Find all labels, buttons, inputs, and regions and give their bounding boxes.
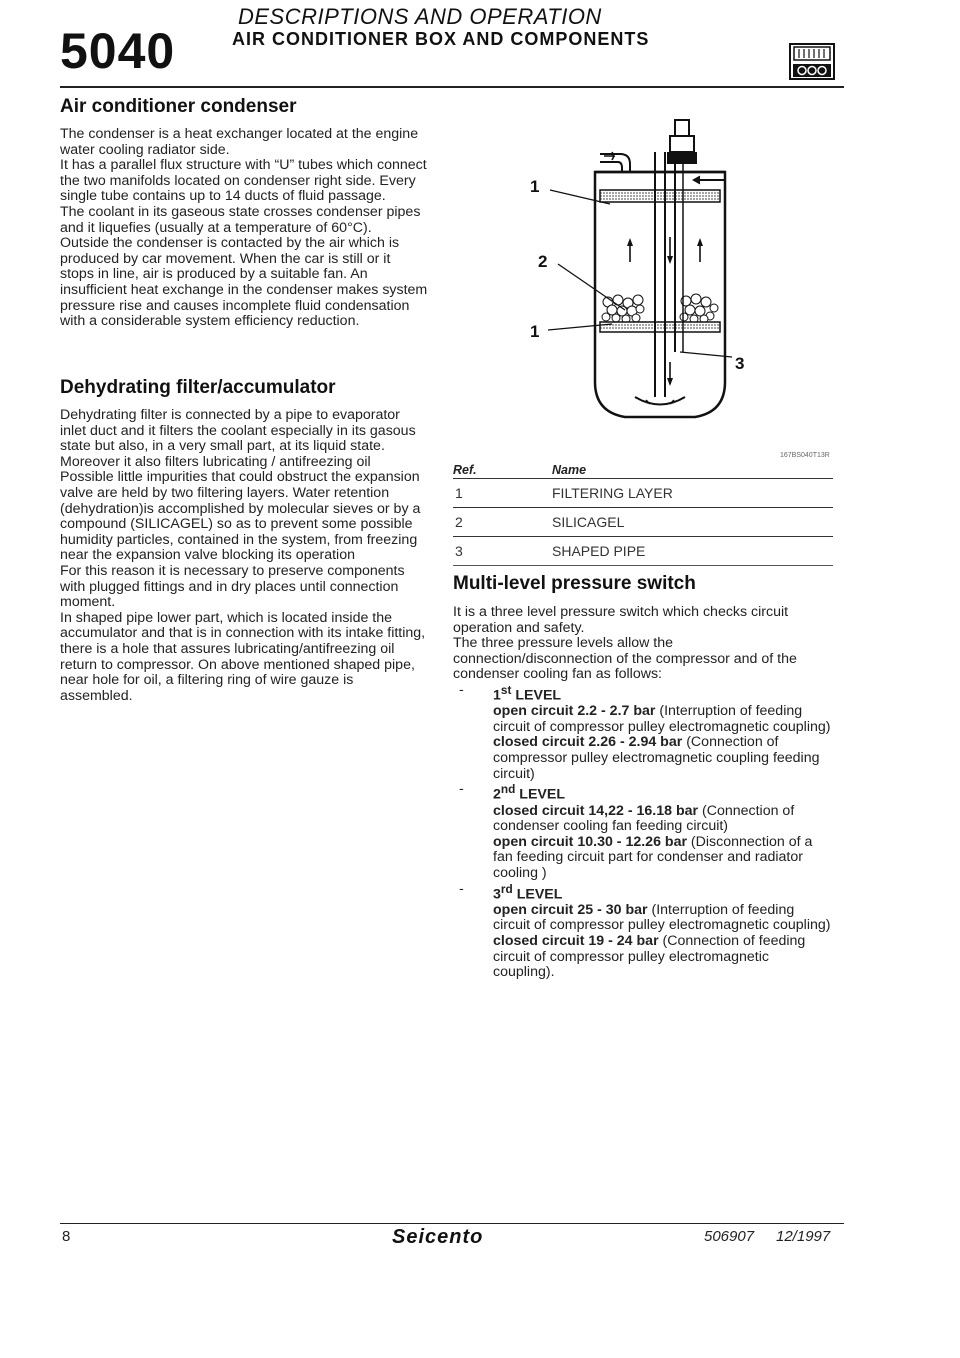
level-detail: closed circuit 14,22 - 16.18 bar (Connection of condenser cooling fan feeding circuit) (493, 802, 795, 835)
level-detail: closed circuit 2.26 - 2.94 bar (Connection of compressor pulley electromagnetic coupling feeding circuit) (493, 734, 820, 782)
switch-intro: The three pressure levels allow the connection/disconnection of the compressor and of the condenser cooling fan as follows: (453, 635, 797, 683)
diagram-label: 3 (735, 354, 745, 373)
condenser-paragraph: Outside the condenser is contacted by the air which is produced by car movement. When the car is still or it stops in line, air is produced by a suitable fan. An insufficient heat exchange in the condenser makes system pressure rise and causes incomplete fluid condensation with a considerable system efficiency reduction. (60, 235, 428, 330)
row-ref: 2 (455, 514, 463, 530)
brand-logo: Seicento (392, 1226, 484, 1248)
reference-table (453, 463, 833, 566)
pressure-switch-section (453, 573, 833, 981)
level-detail: open circuit 10.30 - 12.26 bar (Disconnection of a fan feeding circuit part for condenser and radiator cooling ) (493, 833, 813, 881)
document-date: 12/1997 (776, 1228, 831, 1245)
table-row (453, 536, 833, 566)
condenser-paragraph: The condenser is a heat exchanger located at the engine water cooling radiator side. (60, 126, 419, 158)
condenser-section (60, 96, 428, 330)
page-title: AIR CONDITIONER BOX AND COMPONENTS (232, 29, 650, 49)
accumulator-diagram (520, 112, 800, 432)
level-title: 1st LEVEL (493, 682, 562, 704)
level-item: - 2nd LEVEL closed circuit 14,22 - 16.18 bar (Connection of condenser cooling fan feeding circuit) open circuit 10.30 - 12.26 bar (Disconnection of a fan feeding circuit part for condenser and radiator cooling ) (453, 782, 833, 881)
level-title: 3rd LEVEL (493, 881, 563, 903)
column-name: Name (552, 463, 587, 477)
switch-heading: Multi-level pressure switch (453, 573, 696, 594)
filter-paragraph: For this reason it is necessary to preserve components with plugged fittings and in dry places until connection moment. (60, 562, 405, 611)
header-rule (60, 86, 844, 88)
row-name: FILTERING LAYER (552, 485, 673, 501)
diagram-label: 1 (530, 322, 540, 341)
condenser-paragraph: The coolant in its gaseous state crosses condenser pipes and it liquefies (usually at a temperature of 60°C). (60, 203, 421, 236)
condenser-paragraph: It has a parallel flux structure with “U” tubes which connect the two manifolds located on condenser right side. Every single tube contains up to 14 ducts of fluid passage. (60, 157, 427, 205)
table-row (453, 478, 833, 507)
figure-code: 167BS040T13R (780, 452, 830, 459)
page-number: 8 (62, 1228, 71, 1245)
air-conditioner-icon (789, 43, 835, 80)
row-ref: 3 (455, 543, 463, 559)
filter-heading: Dehydrating filter/accumulator (60, 377, 336, 398)
filter-paragraph: Dehydrating filter is connected by a pipe to evaporator inlet duct and it filters the coolant especially in its gasous state but also, in a very small part, at its liquid state. Moreover it also filters lubricating / antifreezing oil (60, 407, 416, 470)
switch-intro: It is a three level pressure switch which checks circuit operation and safety. (453, 604, 789, 636)
row-ref: 1 (455, 485, 463, 501)
table-row (453, 507, 833, 536)
filter-paragraph: In shaped pipe lower part, which is located inside the accumulator and that is in connection with its intake fitting, there is a hole that assures lubricating/antifreezing oil return to compressor. On above mentioned shaped pipe, near hole for oil, a filtering ring of wire gauze is assembled. (60, 609, 426, 704)
footer-rule (60, 1223, 844, 1224)
diagram-label: 2 (538, 252, 548, 271)
level-detail: open circuit 25 - 30 bar (Interruption of feeding circuit of compressor pulley electromagnetic coupling) (493, 901, 831, 934)
level-detail: closed circuit 19 - 24 bar (Connection of feeding circuit of compressor pulley electromagnetic coupling). (493, 933, 806, 981)
filter-section (60, 377, 428, 704)
filter-paragraph: Possible little impurities that could obstruct the expansion valve are held by two filtering layers. Water retention (dehydration)is accomplished by molecular sieves or by a compound (SILICAGEL) so as to prevent some possible humidity particles, contained in the system, from freezing near the expansion valve blocking its operation (60, 469, 421, 564)
level-item: - 3rd LEVEL open circuit 25 - 30 bar (Interruption of feeding circuit of compressor pulley electromagnetic coupling) closed circuit 19 - 24 bar (Connection of feeding circuit of compressor pulley electromagnetic coupling). (453, 882, 833, 981)
row-name: SHAPED PIPE (552, 543, 646, 559)
table-header (453, 463, 833, 478)
document-category: DESCRIPTIONS AND OPERATION (238, 4, 602, 29)
row-name: SILICAGEL (552, 514, 625, 530)
column-ref: Ref. (453, 463, 477, 477)
section-code: 5040 (60, 23, 176, 79)
diagram-label: 1 (530, 177, 540, 196)
level-detail: open circuit 2.2 - 2.7 bar (Interruption of feeding circuit of compressor pulley electromagnetic coupling) (493, 703, 831, 735)
level-title: 2nd LEVEL (493, 782, 566, 803)
condenser-heading: Air conditioner condenser (60, 96, 297, 117)
document-number: 506907 (704, 1228, 755, 1245)
level-item: - 1st LEVEL open circuit 2.2 - 2.7 bar (Interruption of feeding circuit of compressor pulley electromagnetic coupling) closed circuit 2.26 - 2.94 bar (Connection of compressor pulley electromagnetic coupling feeding circuit) (453, 683, 833, 782)
